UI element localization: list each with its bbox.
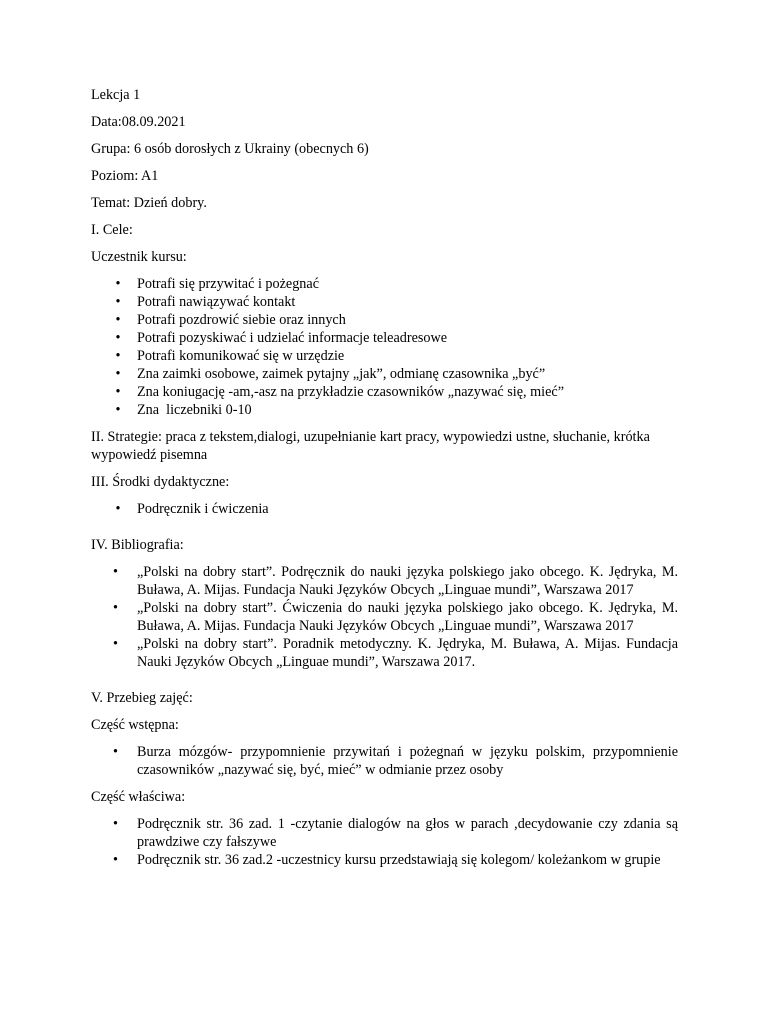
bullet-icon: • (115, 348, 121, 364)
bullet-icon: • (113, 816, 118, 832)
list-item (91, 383, 678, 401)
bullet-icon: • (115, 294, 121, 310)
main-list (91, 815, 678, 869)
bullet-icon: • (115, 312, 121, 328)
list-item-text: „Polski na dobry start”. Podręcznik do nauki języka polskiego jako obcego. K. Jędryka, M. Buława, A. Mijas. Fundacja Nauki Języków Obcych „Linguae mundi”, Warszawa 2017 (137, 564, 678, 598)
lesson-group: Grupa: 6 osób dorosłych z Ukrainy (obecnych 6) (91, 141, 369, 157)
list-item (91, 293, 678, 311)
list-item-text: „Polski na dobry start”. Ćwiczenia do nauki języka polskiego jako obcego. K. Jędryka, M. Buława, A. Mijas. Fundacja Nauki Języków Obcych „Linguae mundi”, Warszawa 2017 (137, 600, 678, 634)
main-section-heading: Część właściwa: (91, 789, 186, 805)
bullet-icon: • (115, 276, 121, 292)
bullet-icon: • (115, 330, 121, 346)
goals-heading: I. Cele: (91, 222, 133, 238)
list-item (91, 815, 678, 851)
list-item-text: Podręcznik i ćwiczenia (137, 501, 269, 517)
intro-list (91, 743, 678, 779)
goals-subheading: Uczestnik kursu: (91, 249, 187, 265)
procedure-heading: V. Przebieg zajęć: (91, 690, 193, 706)
goals-list (91, 275, 678, 419)
bullet-icon: • (115, 402, 121, 418)
list-item (91, 500, 678, 518)
list-item (91, 635, 678, 671)
list-item-text: Potrafi się przywitać i pożegnać (137, 276, 319, 292)
list-item (91, 275, 678, 293)
list-item (91, 347, 678, 365)
list-item-text: Zna liczebniki 0-10 (137, 402, 252, 418)
list-item (91, 365, 678, 383)
list-item-text: Podręcznik str. 36 zad.2 -uczestnicy kursu przedstawiają się kolegom/ koleżankom w grupie (137, 852, 661, 868)
list-item (91, 851, 678, 869)
list-item-text: Zna koniugację -am,-asz na przykładzie czasowników „nazywać się, mieć” (137, 384, 564, 400)
list-item-text: Potrafi pozyskiwać i udzielać informacje teleadresowe (137, 330, 448, 346)
bullet-icon: • (113, 636, 118, 652)
list-item-text: Podręcznik str. 36 zad. 1 -czytanie dialogów na głos w parach ,decydowanie czy zdania są prawdziwe czy fałszywe (137, 816, 678, 850)
list-item-text: Potrafi pozdrowić siebie oraz innych (137, 312, 346, 328)
document-body (91, 86, 678, 878)
list-item-text: „Polski na dobry start”. Poradnik metodyczny. K. Jędryka, M. Buława, A. Mijas. Fundacja Nauki Języków Obcych „Linguae mundi”, Warszawa 2017. (137, 636, 678, 670)
bibliography-heading: IV. Bibliografia: (91, 537, 184, 553)
list-item-text: Potrafi komunikować się w urzędzie (137, 348, 345, 364)
strategies-paragraph: II. Strategie: praca z tekstem,dialogi, uzupełnianie kart pracy, wypowiedzi ustne, słuchanie, krótka wypowiedź pisemna (91, 429, 650, 463)
bullet-icon: • (115, 384, 121, 400)
list-item-text: Zna zaimki osobowe, zaimek pytajny „jak”, odmianę czasownika „być” (137, 366, 546, 382)
lesson-number: Lekcja 1 (91, 87, 141, 103)
list-item (91, 329, 678, 347)
list-item-text: Burza mózgów- przypomnienie przywitań i pożegnań w języku polskim, przypomnienie czasowników „nazywać się, być, mieć” w odmianie przez osoby (137, 744, 678, 778)
lesson-topic: Temat: Dzień dobry. (91, 195, 207, 211)
lesson-level: Poziom: A1 (91, 168, 159, 184)
list-item (91, 563, 678, 599)
materials-list (91, 500, 678, 518)
bullet-icon: • (113, 564, 118, 580)
bibliography-list (91, 563, 678, 671)
lesson-date: Data:08.09.2021 (91, 114, 186, 130)
list-item (91, 401, 678, 419)
bullet-icon: • (113, 744, 118, 760)
bullet-icon: • (113, 600, 118, 616)
bullet-icon: • (113, 852, 118, 868)
list-item (91, 599, 678, 635)
materials-heading: III. Środki dydaktyczne: (91, 474, 230, 490)
list-item (91, 311, 678, 329)
list-item-text: Potrafi nawiązywać kontakt (137, 294, 296, 310)
bullet-icon: • (115, 501, 121, 517)
intro-section-heading: Część wstępna: (91, 717, 179, 733)
bullet-icon: • (115, 366, 121, 382)
list-item (91, 743, 678, 779)
